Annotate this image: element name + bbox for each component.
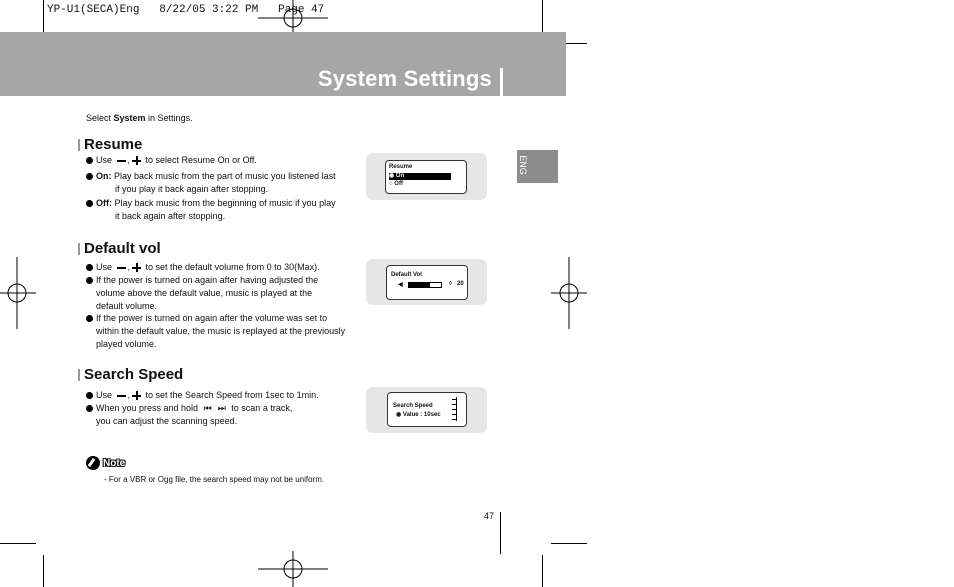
scale-tick	[452, 399, 456, 400]
crop-mark	[0, 543, 36, 544]
bullet-dot	[86, 264, 93, 271]
lcd-value: ◉ Value : 10sec	[396, 412, 441, 418]
note-text: - For a VBR or Ogg file, the search speed may not be uniform.	[104, 475, 325, 484]
speed-screen-panel	[366, 387, 487, 433]
radio-dot-icon: ○	[389, 181, 393, 187]
vol-bullet-above: If the power is turned on again after having adjusted the volume above the default value, music is played at the default volume.	[96, 274, 366, 313]
volume-value: 20	[457, 281, 464, 287]
crop-mark	[542, 555, 543, 587]
print-slug: YP-U1(SECA)Eng 8/22/05 3:22 PM Page 47	[47, 4, 325, 16]
intro-text: Select System in Settings.	[86, 113, 193, 123]
selected-dot-icon: ◉	[389, 173, 395, 179]
vol-screen-panel	[366, 259, 487, 305]
plus-icon	[132, 391, 141, 400]
resume-lcd	[385, 160, 467, 194]
resume-bullet-off: Off: Play back music from the beginning of music if you play it back again after stopping.	[96, 197, 366, 223]
lcd-option-on: ◉ On	[389, 173, 451, 180]
skip-forward-icon: ⏭	[217, 403, 226, 413]
section-title-resume: Resume	[84, 136, 143, 153]
page-title: System Settings	[317, 66, 492, 91]
crop-mark	[43, 555, 44, 587]
plus-icon	[132, 156, 141, 165]
bullet-dot	[86, 157, 93, 164]
registration-mark-left	[0, 257, 36, 329]
crop-mark	[542, 0, 543, 32]
bullet-dot	[86, 200, 93, 207]
minus-icon	[117, 160, 126, 162]
speed-bullet-hold: When you press and hold ⏮ ⏭ to scan a track, you can adjust the scanning speed.	[96, 402, 366, 428]
title-accent-bar	[500, 68, 503, 96]
lcd-title: Default Vol	[391, 272, 422, 278]
speed-lcd	[387, 392, 467, 427]
crop-mark	[43, 0, 44, 32]
scale-tick	[452, 404, 456, 405]
scale-tick	[452, 414, 456, 415]
resume-screen-panel	[366, 153, 487, 200]
selected-dot-icon: ◉	[396, 412, 402, 418]
speed-bullet-use: Use , to set the Search Speed from 1sec to 1min.	[96, 389, 366, 402]
section-title-search-speed: Search Speed	[84, 366, 184, 383]
volume-bar	[408, 282, 442, 288]
resume-bullet-use: Use , to select Resume On or Off.	[96, 154, 366, 167]
bullet-dot	[86, 277, 93, 284]
section-marker	[78, 243, 80, 255]
vol-bullet-within: If the power is turned on again after the volume was set to within the default value, the music is replayed at the previously played volume.	[96, 312, 371, 351]
minus-icon	[117, 267, 126, 269]
lcd-title: Resume	[389, 164, 413, 170]
crop-mark	[551, 543, 587, 544]
skip-back-icon: ⏮	[203, 403, 212, 413]
section-marker	[78, 139, 80, 151]
registration-mark-bottom	[258, 551, 328, 587]
bullet-dot	[86, 173, 93, 180]
crop-mark	[500, 512, 501, 554]
bullet-dot	[86, 392, 93, 399]
speaker-icon: ◀	[398, 282, 403, 288]
section-marker	[78, 369, 80, 381]
page-number: 47	[484, 511, 495, 521]
bullet-dot	[86, 315, 93, 322]
speed-scale	[448, 397, 457, 421]
scale-tick	[452, 419, 456, 420]
note-label: Note	[103, 458, 126, 469]
scale-tick	[452, 409, 456, 410]
note-pencil-icon	[86, 456, 100, 470]
lcd-title: Search Speed	[393, 403, 433, 409]
lcd-option-off: ○ Off	[389, 181, 403, 187]
section-title-default-vol: Default vol	[84, 240, 161, 257]
plus-icon	[132, 263, 141, 272]
volume-bar-fill	[409, 283, 430, 287]
vol-lcd	[386, 265, 468, 300]
bullet-dot	[86, 405, 93, 412]
resume-bullet-on: On: Play back music from the part of music you listened last if you play it back again after stopping.	[96, 170, 366, 196]
minus-icon	[117, 395, 126, 397]
vol-bullet-use: Use , to set the default volume from 0 to 30(Max).	[96, 261, 366, 274]
volume-knob-icon: ◊	[449, 281, 452, 287]
registration-mark-right	[551, 257, 587, 329]
language-tab-label: ENG	[518, 155, 528, 175]
